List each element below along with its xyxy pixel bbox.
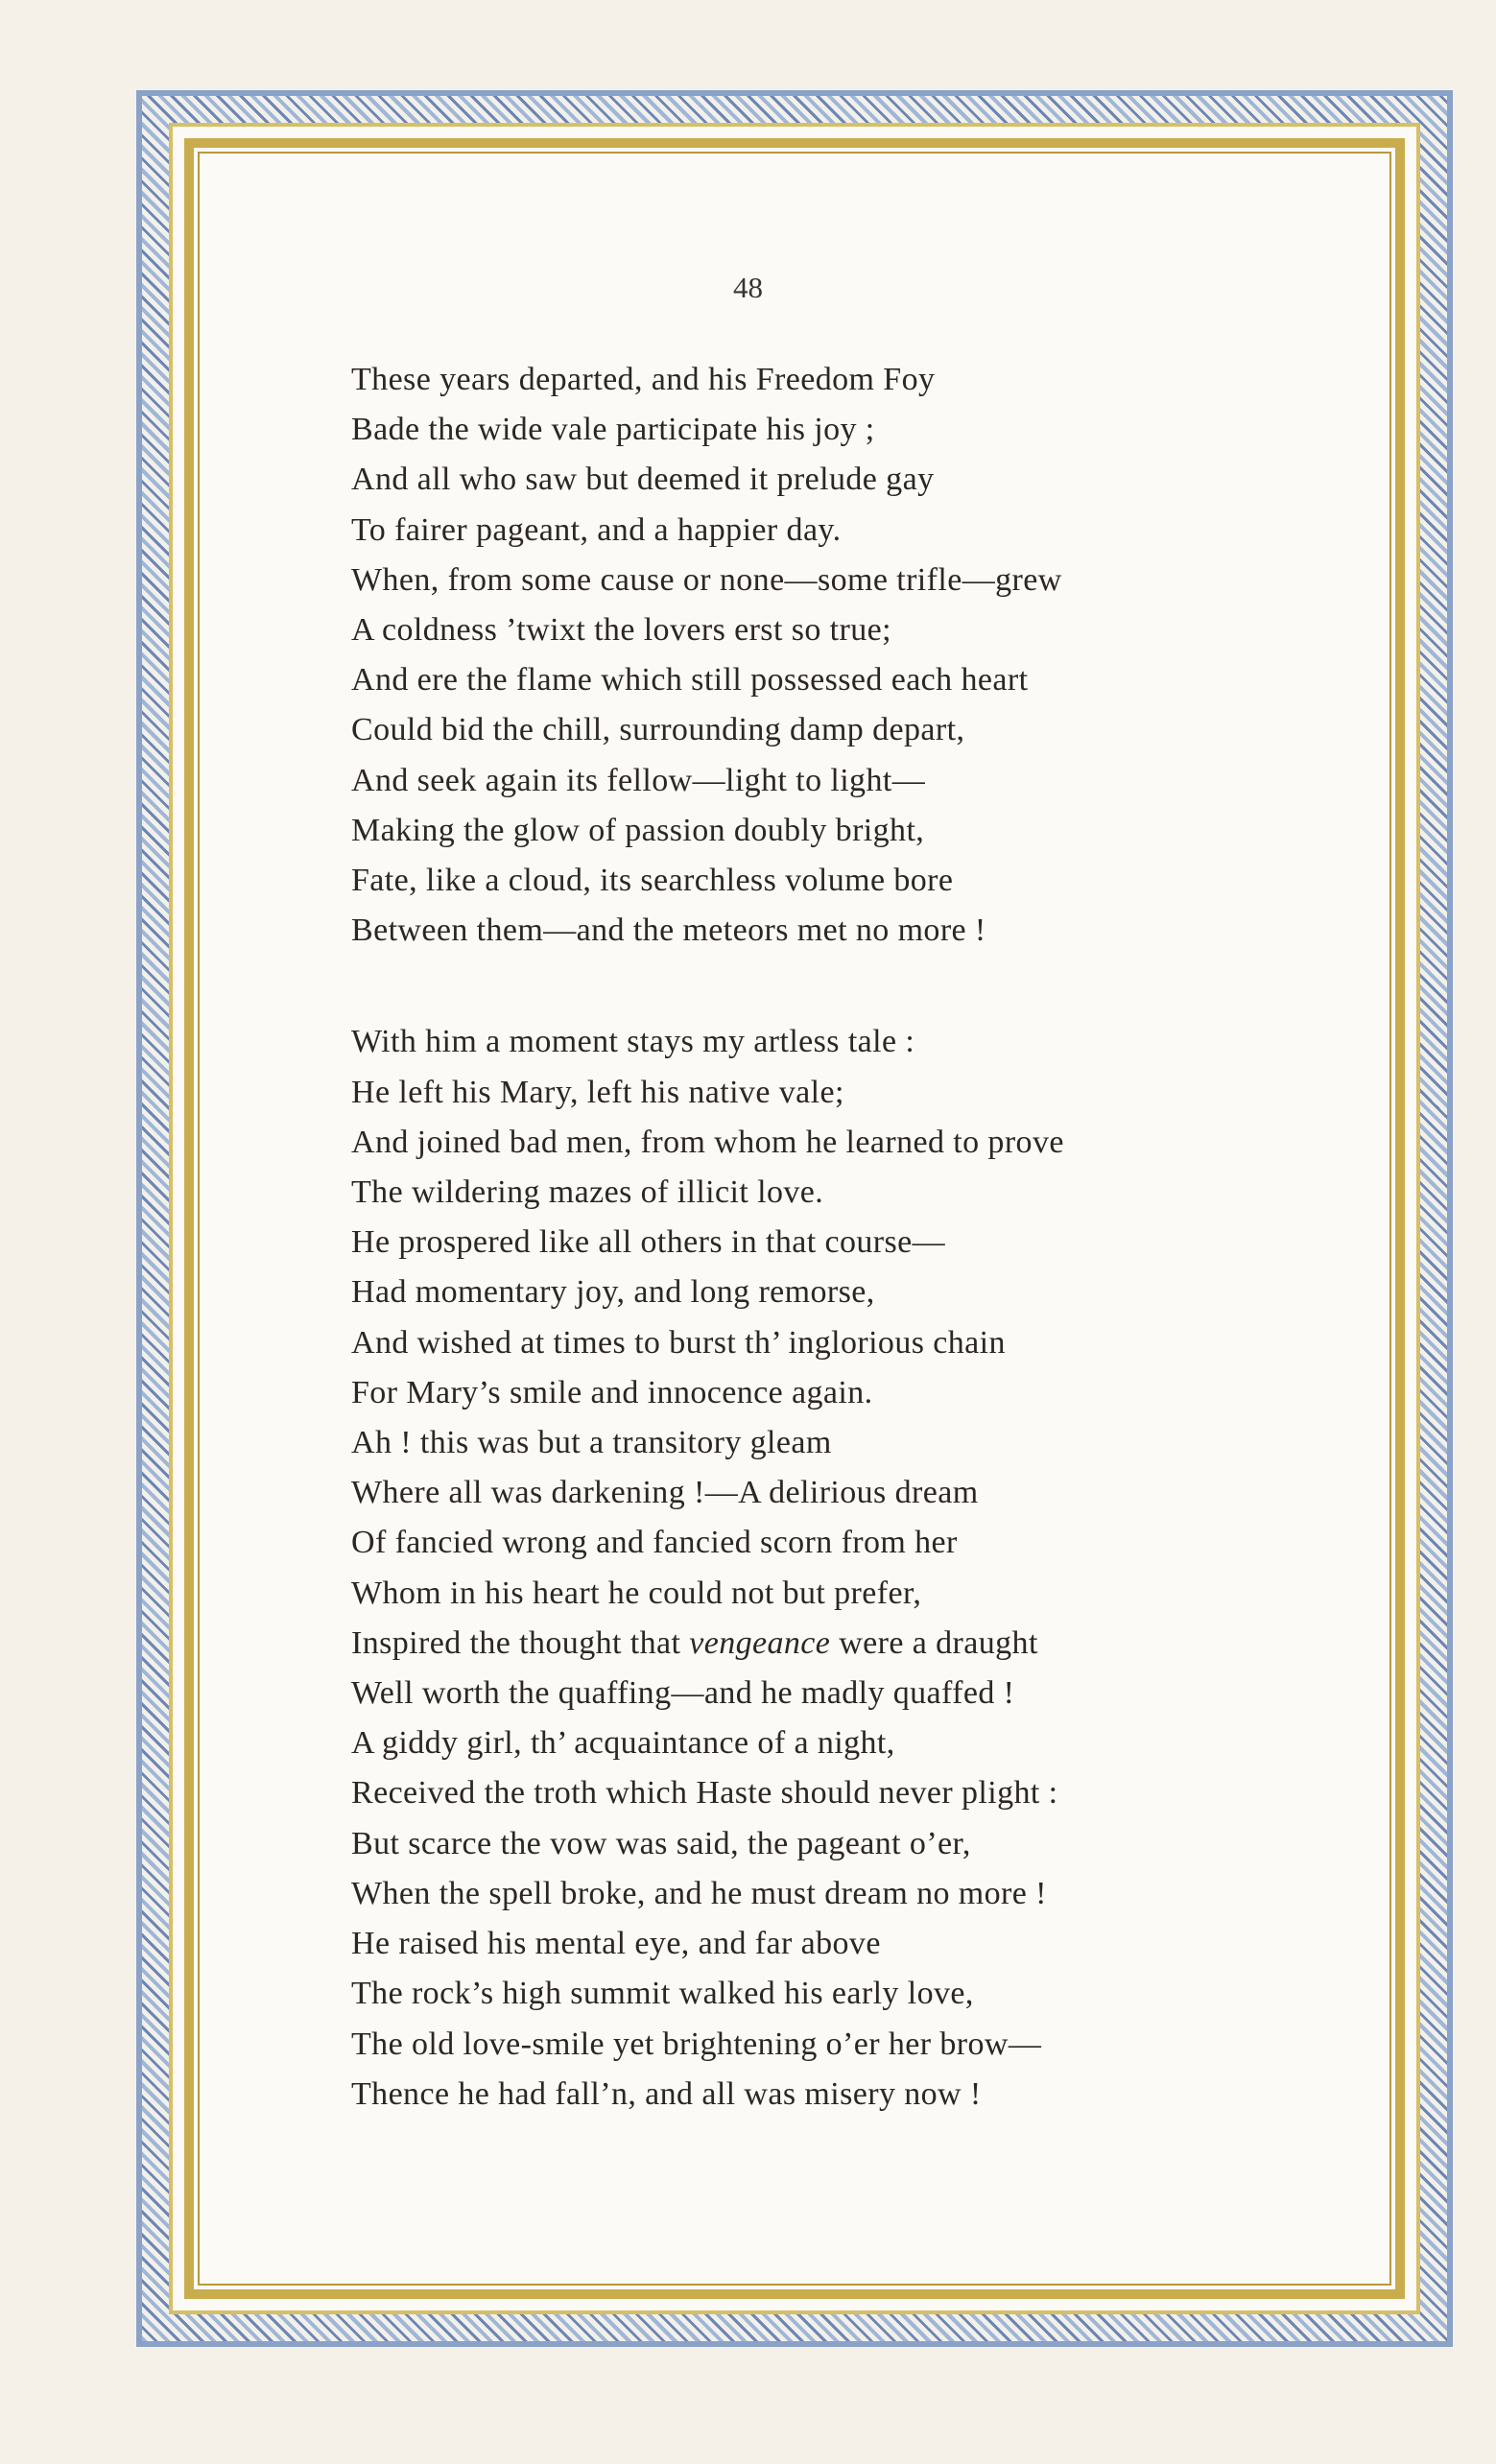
poem-line: When the spell broke, and he must dream no more ! <box>351 1875 1047 1911</box>
page-number: 48 <box>733 271 763 304</box>
poem-line: With him a moment stays my artless tale : <box>351 1024 915 1060</box>
poem-line: Where all was darkening !—A delirious dream <box>351 1475 979 1511</box>
poem-line: Fate, like a cloud, its searchless volume bore <box>351 863 954 899</box>
poem-line: A giddy girl, th’ acquaintance of a night, <box>351 1725 895 1762</box>
poem-line: For Mary’s smile and innocence again. <box>351 1374 873 1410</box>
poem-line: Well worth the quaffing—and he madly quaffed ! <box>351 1675 1015 1712</box>
poem-line: And ere the flame which still possessed each heart <box>351 662 1029 699</box>
poem-line: He left his Mary, left his native vale; <box>351 1074 844 1110</box>
poem-line: Had momentary joy, and long remorse, <box>351 1274 875 1311</box>
poem-line: When, from some cause or none—some trifle—grew <box>351 561 1062 598</box>
poem-line: Ah ! this was but a transitory gleam <box>351 1425 832 1461</box>
poem-line: These years departed, and his Freedom Foy <box>351 362 936 397</box>
poem-line: The old love-smile yet brightening o’er her brow— <box>351 2026 1042 2062</box>
poem-line: He prospered like all others in that course— <box>351 1224 946 1261</box>
emphasized-word: vengeance <box>689 1624 831 1661</box>
poem-line: Received the troth which Haste should never plight : <box>351 1775 1058 1812</box>
poem-line: The rock’s high summit walked his early love, <box>351 1976 974 2012</box>
poem-line: Inspired the thought that vengeance were a draught <box>351 1624 1038 1661</box>
stanza-1 <box>351 355 1244 956</box>
poem-text <box>351 355 1244 2181</box>
stanza-2 <box>351 1017 1244 2119</box>
poem-line: To fairer pageant, and a happier day. <box>351 511 842 548</box>
poem-line: Between them—and the meteors met no more ! <box>351 912 986 949</box>
poem-line: Could bid the chill, surrounding damp depart, <box>351 712 965 748</box>
poem-line: Bade the wide vale participate his joy ; <box>351 412 875 448</box>
poem-line: Whom in his heart he could not but prefer, <box>351 1575 922 1611</box>
poem-line: The wildering mazes of illicit love. <box>351 1174 824 1211</box>
poem-line: And wished at times to burst th’ inglorious chain <box>351 1324 1006 1361</box>
poem-line: And all who saw but deemed it prelude gay <box>351 462 935 498</box>
poem-line: And seek again its fellow—light to light— <box>351 762 926 798</box>
poem-line: Thence he had fall’n, and all was misery now ! <box>351 2075 982 2112</box>
poem-line: But scarce the vow was said, the pageant o’er, <box>351 1825 971 1861</box>
poem-line: Of fancied wrong and fancied scorn from her <box>351 1525 958 1561</box>
poem-line: And joined bad men, from whom he learned to prove <box>351 1124 1064 1160</box>
poem-line: Making the glow of passion doubly bright, <box>351 812 925 848</box>
poem-line: He raised his mental eye, and far above <box>351 1926 881 1962</box>
poem-line: A coldness ’twixt the lovers erst so true; <box>351 612 891 649</box>
